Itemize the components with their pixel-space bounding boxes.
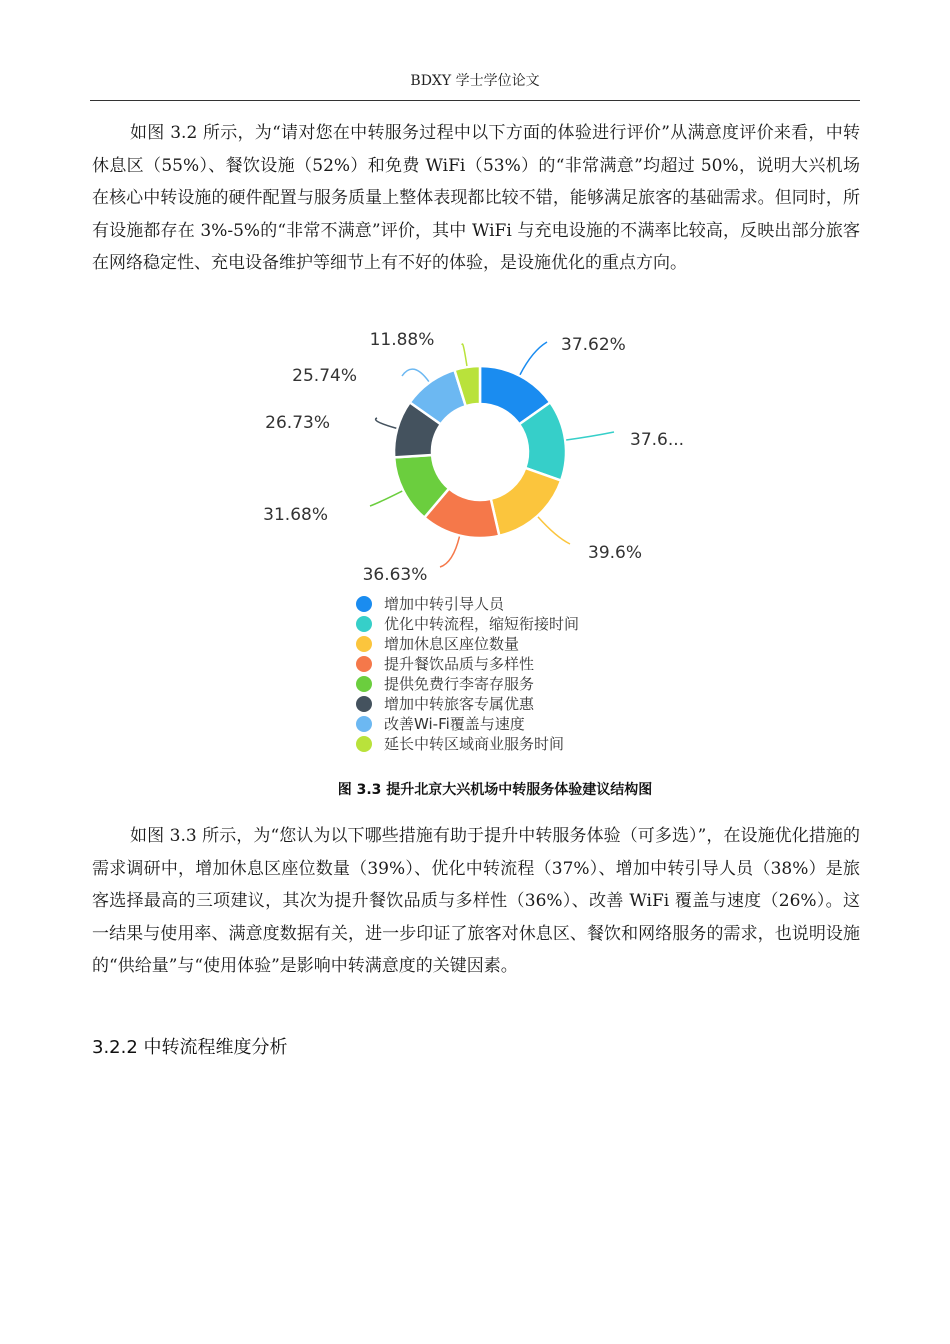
legend-label: 延长中转区域商业服务时间: [384, 735, 565, 753]
legend-label: 优化中转流程，缩短衔接时间: [384, 615, 580, 633]
leader-line: [462, 344, 467, 366]
section-heading: 3.2.2 中转流程维度分析: [92, 1037, 288, 1058]
legend-label: 改善Wi-Fi覆盖与速度: [384, 715, 525, 733]
figure-caption: 图 3.3 提升北京大兴机场中转服务体验建议结构图: [337, 782, 653, 798]
slice-data-label: 25.74%: [292, 366, 357, 386]
slice-data-label: 39.6%: [588, 543, 643, 563]
slice-data-label: 37.62%: [561, 335, 626, 355]
page-header: BDXY 学士学位论文: [410, 73, 540, 89]
legend-label: 提供免费行李寄存服务: [384, 675, 535, 693]
leader-line: [566, 432, 614, 440]
slice-data-label: 36.63%: [362, 565, 428, 585]
slice-data-label: 31.68%: [263, 505, 328, 525]
header-rule: [90, 100, 860, 101]
body-paragraph-2: 如图 3.3 所示，为“您认为以下哪些措施有助于提升中转服务体验（可多选）”，在设施优化措施的需求调研中，增加休息区座位数量（39%）、优化中转流程（37%）、增加中转引导人员（38%）是旅客选择最高的三项建议，其次为提升餐饮品质与多样性（36%）、改善 WiFi 覆盖与速度（26%）。这一结果与使用率、满意度数据有关，进一步印证了旅客对休息区、餐饮和网络服务的需求，也说明设施的“供给量”与“使用体验”是影响中转满意度的关键因素。: [92, 826, 860, 976]
legend-marker: [356, 676, 372, 692]
leader-line: [440, 537, 459, 567]
leader-line: [538, 517, 570, 544]
legend-marker: [356, 616, 372, 632]
legend-marker: [356, 716, 372, 732]
legend-label: 增加中转引导人员: [384, 595, 505, 613]
legend-label: 增加中转旅客专属优惠: [384, 695, 535, 713]
leader-line: [402, 369, 429, 382]
legend-marker: [356, 656, 372, 672]
legend-marker: [356, 736, 372, 752]
legend-label: 提升餐饮品质与多样性: [384, 655, 535, 673]
body-paragraph-1: 如图 3.2 所示，为“请对您在中转服务过程中以下方面的体验进行评价”从满意度评价来看，中转休息区（55%）、餐饮设施（52%）和免费 WiFi（53%）的“非常满意”均超过 50%，说明大兴机场在核心中转设施的硬件配置与服务质量上整体表现都比较不错，能够满足旅客的基础需求。但同时，所有设施都存在 3%-5%的“非常不满意”评价，其中 WiFi 与充电设施的不满率比较高，反映出部分旅客在网络稳定性、充电设备维护等细节上有不好的体验，是设施优化的重点方向。: [92, 123, 860, 273]
donut-chart-svg: [250, 320, 690, 770]
donut-chart: [250, 320, 690, 770]
leader-line: [520, 342, 547, 375]
legend-marker: [356, 636, 372, 652]
legend-marker: [356, 696, 372, 712]
slice-data-label: 11.88%: [369, 330, 435, 350]
legend-label: 增加休息区座位数量: [384, 635, 520, 653]
slice-data-label: 26.73%: [265, 413, 330, 433]
leader-line: [376, 418, 397, 428]
leader-line: [370, 491, 402, 506]
slice-data-label: 37.6...: [630, 430, 685, 450]
donut-slice: [491, 468, 561, 536]
legend-marker: [356, 596, 372, 612]
